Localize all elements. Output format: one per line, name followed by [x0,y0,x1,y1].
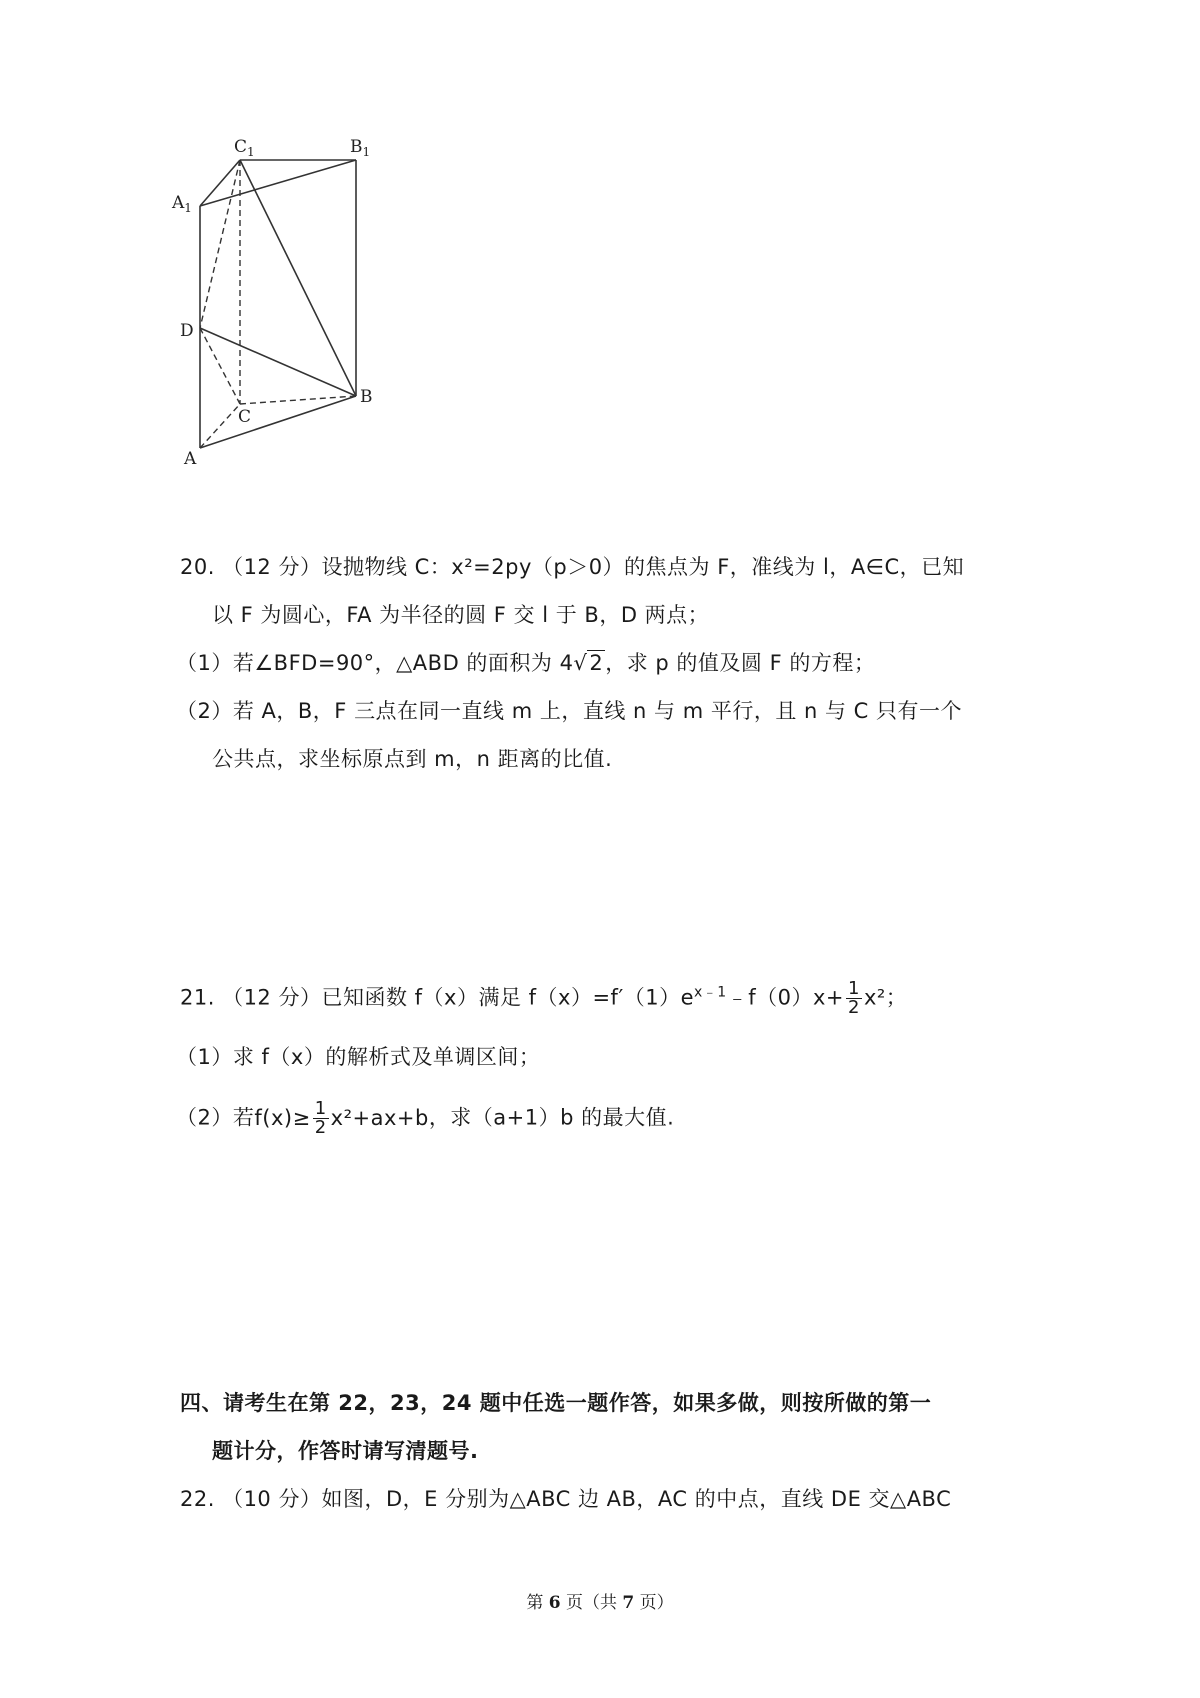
page-footer: 第 6 页（共 7 页） [526,1593,674,1613]
four-root-two: 4√2 [559,651,604,675]
q20-line1: 20. （12 分）设抛物线 C：x²=2py（p＞0）的焦点为 F，准线为 l，A∈C，已知 [180,555,965,579]
prism-figure [172,137,438,508]
label-b1: $B_1$ [350,137,371,159]
q20-part2-cont: 公共点，求坐标原点到 m，n 距离的比值. [212,747,613,771]
inequality-expr: f(x)≥ $\frac{1}{2}$ x²+ax+b [254,1098,429,1138]
q20-part2: （2）若 A，B，F 三点在同一直线 m 上，直线 n 与 m 平行，且 n 与 C 只有一个 [176,699,963,723]
q21-part1: （1）求 f（x）的解析式及单调区间； [176,1045,541,1069]
label-c: C [238,407,252,427]
prism-diagram [172,137,438,508]
q20-line2: 以 F 为圆心，FA 为半径的圆 F 交 l 于 B，D 两点； [212,603,710,627]
q20-part1: （1）若∠BFD=90°，△ABD 的面积为 4√2，求 p 的值及圆 F 的方程； [176,648,875,678]
section4-line2: 题计分，作答时请写清题号. [212,1439,479,1463]
q21-line1: 21. （12 分）已知函数 f（x）满足 $f(x)=f'(1)e^{x﹣1}﹣f(0)x+$ $\frac{1}{2}$ x²； [180,978,908,1018]
q22-line1: 22. （10 分）如图，D，E 分别为△ABC 边 AB，AC 的中点，直线 DE 交△ABC [180,1487,952,1511]
label-d: D [180,321,194,341]
q21-part2: （2）若f(x)≥ $\frac{1}{2}$ x²+ax+b，求（a+1）b 的最大值. [176,1098,675,1138]
label-b: B [360,387,373,407]
fraction-half: $\frac{1}{2}$ [847,978,860,1018]
section4-line1: 四、请考生在第 22，23，24 题中任选一题作答，如果多做，则按所做的第一 [180,1391,932,1415]
label-a: A [184,449,197,469]
label-a1: $A_1$ [172,193,192,215]
label-c1: $C_1$ [234,137,255,159]
